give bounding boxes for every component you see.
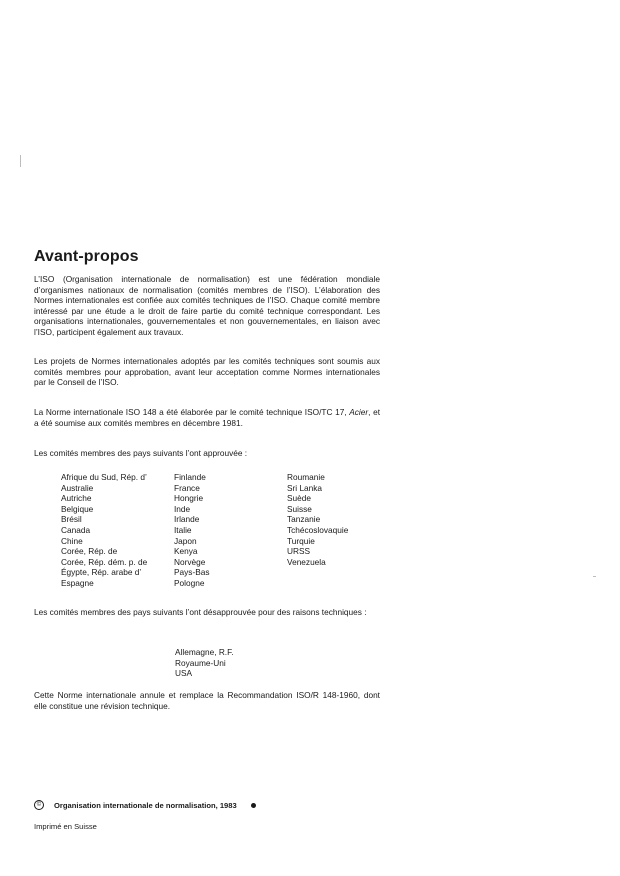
country-item: Kenya <box>174 546 198 557</box>
country-item: Finlande <box>174 472 206 482</box>
adoption-paragraph: Les projets de Normes internationales adoptés par les comités techniques sont soumis aux comités membres pour approbation, avant leur acceptation comme Normes internationales par le Conseil de l’ISO. <box>34 356 380 388</box>
country-item: Irlande <box>174 514 200 525</box>
country-item: Royaume-Uni <box>175 657 226 668</box>
disapproved-countries <box>175 647 234 679</box>
country-item: Égypte, Rép. arabe d’ <box>61 567 142 578</box>
country-item: Roumanie <box>287 472 325 482</box>
country-item: Belgique <box>61 503 94 514</box>
copyright-line <box>34 800 256 810</box>
country-item: Venezuela <box>287 556 326 567</box>
approved-countries-col3 <box>287 472 348 567</box>
country-item: Canada <box>61 524 91 535</box>
country-item: Turquie <box>287 535 315 546</box>
country-item: Tanzanie <box>287 514 321 525</box>
country-item: Norvège <box>174 556 206 567</box>
committee-name: Acier <box>349 407 369 417</box>
intro-paragraph: L’ISO (Organisation internationale de normalisation) est une fédération mondiale d’organismes nationaux de normalisation (comités membres de l’ISO). L’élaboration des Normes internationales est confiée aux comités techniques de l’ISO. Chaque comité membre intéressé par une étude a le droit de faire partie du comité technique correspondant. Les organisations internationales, gouvernementales et non gouvernementales, en liaison avec l’ISO, participent également aux travaux. <box>34 274 380 337</box>
standard-text-start: La Norme internationale ISO 148 a été élaborée par le comité technique ISO/TC 17, <box>34 407 347 417</box>
standard-text-end: , et a été soumise aux comités membres en décembre 1981. <box>34 407 380 428</box>
printed-in: Imprimé en Suisse <box>34 822 97 831</box>
country-item: Japon <box>174 535 197 546</box>
copyright-text: Organisation internationale de normalisation, 1983 <box>54 800 237 810</box>
country-item: Afrique du Sud, Rép. d’ <box>61 472 147 482</box>
disapproval-intro: Les comités membres des pays suivants l’ont désapprouvée pour des raisons techniques : <box>34 607 367 617</box>
bullet-icon <box>251 803 256 808</box>
country-item: Pologne <box>174 577 205 588</box>
country-item: Sri Lanka <box>287 482 323 493</box>
approved-countries-col1 <box>61 472 147 589</box>
copyright-icon: © <box>34 800 44 810</box>
country-item: Hongrie <box>174 493 204 504</box>
country-item: URSS <box>287 546 311 557</box>
country-item: Chine <box>61 535 83 546</box>
country-item: Brésil <box>61 514 82 525</box>
standard-paragraph <box>34 407 380 428</box>
country-item: Suisse <box>287 503 312 514</box>
country-item: Allemagne, R.F. <box>175 647 234 657</box>
approved-countries-col2 <box>174 472 210 589</box>
margin-mark <box>593 576 596 577</box>
country-item: Autriche <box>61 493 92 504</box>
country-item: Inde <box>174 503 191 514</box>
approval-intro: Les comités membres des pays suivants l’ont approuvée : <box>34 448 248 458</box>
country-item: France <box>174 482 200 493</box>
country-item: USA <box>175 668 193 679</box>
margin-mark <box>20 155 21 167</box>
country-item: Corée, Rép. de <box>61 546 118 557</box>
country-item: Corée, Rép. dém. p. de <box>61 556 148 567</box>
country-item: Australie <box>61 482 94 493</box>
country-item: Pays-Bas <box>174 567 210 578</box>
country-item: Tchécoslovaquie <box>287 524 349 535</box>
replacement-paragraph: Cette Norme internationale annule et remplace la Recommandation ISO/R 148-1960, dont elle constitue une révision technique. <box>34 690 380 711</box>
country-item: Italie <box>174 524 192 535</box>
country-item: Espagne <box>61 577 94 588</box>
country-item: Suède <box>287 493 311 504</box>
page-title: Avant-propos <box>34 248 139 265</box>
